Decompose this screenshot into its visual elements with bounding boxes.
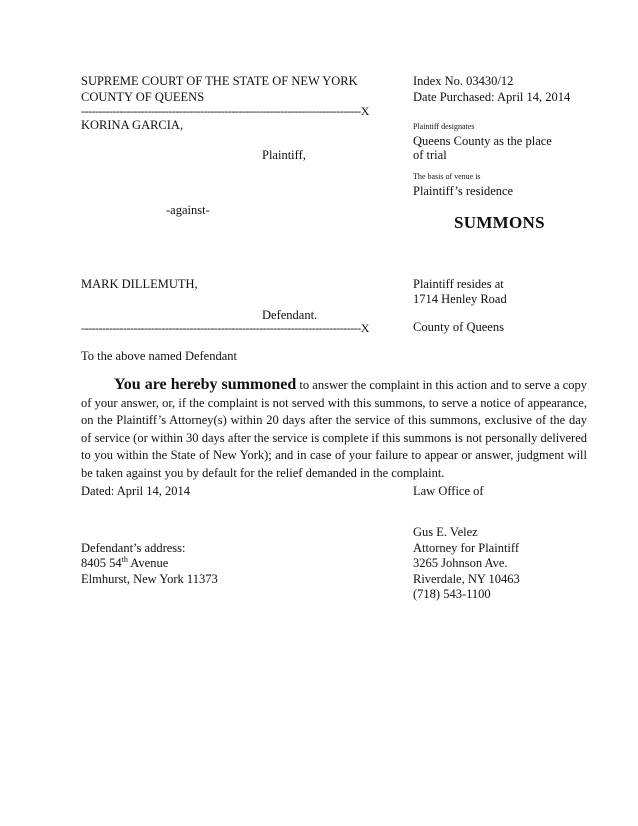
date-purchased: Date Purchased: April 14, 2014: [413, 90, 571, 104]
defendant-address-city: Elmhurst, New York 11373: [81, 572, 218, 586]
defendant-address-label: Defendant’s address:: [81, 541, 186, 555]
attorney-street: 3265 Johnson Ave.: [413, 556, 508, 570]
venue-designates-line1: Queens County as the place: [413, 134, 552, 148]
plaintiff-resides-line2: 1714 Henley Road: [413, 292, 507, 306]
plaintiff-name: KORINA GARCIA,: [81, 118, 184, 132]
summons-lead: You are hereby summoned: [114, 376, 297, 393]
attorney-phone: (718) 543-1100: [413, 587, 491, 601]
summons-text: to answer the complaint in this action and to serve a copy of your answer, or, if the complaint is not served with this summons, to serve a notice of appearance, on the Plaintiff’s Attorney(s) within 20 days after the service of this summons, exclusive of the day of service (or within 30 days after the service is complete if this summons is not personally delivered to you within the State of New York); and in case of your failure to appear or answer, judgment will be taken against you by default for the relief demanded in the complaint.: [81, 378, 587, 480]
street-name: Avenue: [127, 556, 169, 570]
attorney-name: Gus E. Velez: [413, 525, 478, 539]
attorney-city: Riverdale, NY 10463: [413, 572, 520, 586]
against-label: -against-: [166, 203, 210, 217]
venue-designates-line2: of trial: [413, 148, 447, 162]
plaintiff-resides-county: County of Queens: [413, 320, 504, 334]
court-name: SUPREME COURT OF THE STATE OF NEW YORK: [81, 74, 358, 88]
plaintiff-role: Plaintiff,: [262, 148, 306, 162]
index-number: Index No. 03430/12: [413, 74, 514, 88]
defendant-address-street: [81, 556, 168, 571]
street-number: 8405 54: [81, 556, 122, 570]
law-office-label: Law Office of: [413, 484, 484, 498]
summons-body: [81, 376, 587, 483]
caption-separator-bottom: --------------------------------------------------------------------------------X: [81, 321, 369, 335]
venue-designates-label: Plaintiff designates: [413, 122, 475, 131]
defendant-role: Defendant.: [262, 308, 318, 322]
court-county: COUNTY OF QUEENS: [81, 90, 205, 104]
street-ordinal: th: [121, 554, 128, 564]
venue-basis-value: Plaintiff’s residence: [413, 184, 514, 198]
venue-basis-label: The basis of venue is: [413, 172, 481, 181]
defendant-name: MARK DILLEMUTH,: [81, 277, 198, 291]
addressee: To the above named Defendant: [81, 349, 238, 363]
document-title: SUMMONS: [454, 213, 545, 232]
plaintiff-resides-line1: Plaintiff resides at: [413, 277, 504, 291]
dated-line: Dated: April 14, 2014: [81, 484, 191, 498]
attorney-title: Attorney for Plaintiff: [413, 541, 519, 555]
caption-separator-top: --------------------------------------------------------------------------------X: [81, 104, 369, 118]
